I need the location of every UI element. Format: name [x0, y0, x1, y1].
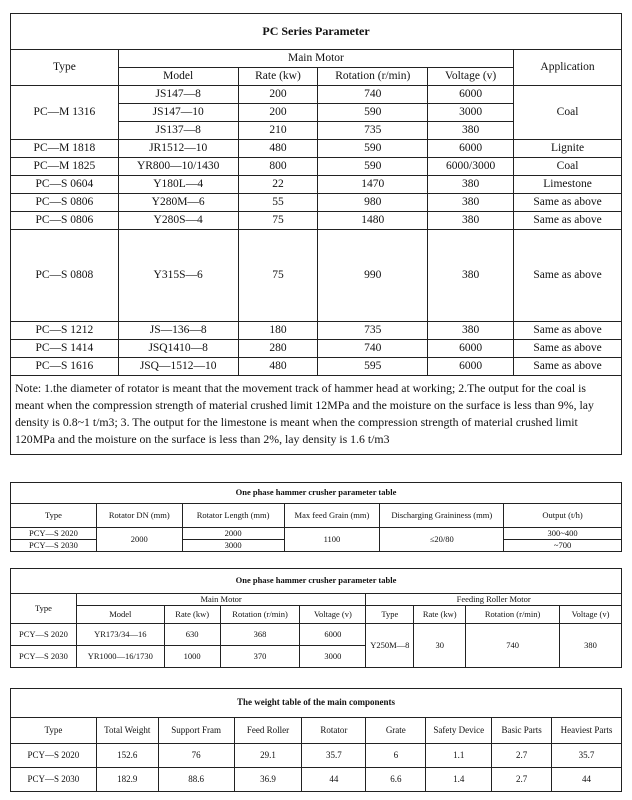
cell-rate: 480 — [238, 358, 318, 376]
table-row — [11, 624, 622, 646]
cell-model: JSQ1410—8 — [118, 340, 238, 358]
cell-rotation: 595 — [318, 358, 428, 376]
table-row — [11, 140, 622, 158]
cell-feed-voltage: 380 — [560, 624, 622, 668]
table-row — [11, 768, 622, 792]
cell-type: PCY—S 2030 — [11, 540, 97, 552]
header-feed-type: Type — [366, 606, 414, 624]
table-row — [11, 158, 622, 176]
cell-application: Same as above — [514, 230, 622, 322]
header-discharging-graininess: Discharging Graininess (mm) — [380, 504, 504, 528]
cell-application: Coal — [514, 158, 622, 176]
header-type: Type — [11, 50, 119, 86]
cell-safety-device: 1.4 — [426, 768, 492, 792]
cell-support-fram: 76 — [158, 744, 234, 768]
cell-rate: 630 — [164, 624, 220, 646]
cell-application: Same as above — [514, 358, 622, 376]
header-rotator-dn: Rotator DN (mm) — [96, 504, 182, 528]
header-voltage: Voltage (v) — [300, 606, 366, 624]
cell-type: PC—M 1818 — [11, 140, 119, 158]
cell-basic-parts: 2.7 — [492, 744, 552, 768]
cell-type: PC—S 0806 — [11, 212, 119, 230]
header-main-motor: Main Motor — [76, 594, 366, 606]
cell-rotation: 590 — [318, 140, 428, 158]
cell-rate: 1000 — [164, 646, 220, 668]
cell-feed-rate: 30 — [414, 624, 466, 668]
cell-type: PC—S 1212 — [11, 322, 119, 340]
cell-voltage: 6000 — [428, 86, 514, 104]
cell-discharging-graininess: ≤20/80 — [380, 528, 504, 552]
header-rate: Rate (kw) — [238, 68, 318, 86]
cell-output: 300~400 — [504, 528, 622, 540]
cell-grate: 6 — [366, 744, 426, 768]
cell-voltage: 6000 — [428, 340, 514, 358]
cell-rate: 800 — [238, 158, 318, 176]
cell-rotation: 590 — [318, 158, 428, 176]
cell-type: PC—S 0806 — [11, 194, 119, 212]
cell-type: PCY—S 2020 — [11, 744, 97, 768]
cell-model: JR1512—10 — [118, 140, 238, 158]
weight-table — [10, 688, 622, 792]
cell-application: Same as above — [514, 340, 622, 358]
cell-total-weight: 182.9 — [96, 768, 158, 792]
header-basic-parts: Basic Parts — [492, 718, 552, 744]
cell-type: PCY—S 2030 — [11, 768, 97, 792]
cell-type: PC—M 1825 — [11, 158, 119, 176]
header-rotator-length: Rotator Length (mm) — [182, 504, 284, 528]
header-heaviest-parts: Heaviest Parts — [552, 718, 622, 744]
cell-support-fram: 88.6 — [158, 768, 234, 792]
header-feed-rate: Rate (kw) — [414, 606, 466, 624]
cell-type: PC—S 1616 — [11, 358, 119, 376]
note-text: Note: 1.the diameter of rotator is meant that the movement track of hammer head at working; 2.The output for the coal is meant when the compression strength of material crushed limit 12MPa and the moisture on the surface is less than 9%, lay density is 0.8~1 t/m3; 3. The output for the limestone is meant when the compression strength of material crushed limit 120MPa and the moisture on the surface is less than 2%, lay density is 1.6 t/m3 — [11, 376, 622, 455]
cell-rotator-dn: 2000 — [96, 528, 182, 552]
cell-voltage: 6000 — [428, 140, 514, 158]
cell-rate: 75 — [238, 212, 318, 230]
cell-type: PCY—S 2030 — [11, 646, 77, 668]
cell-model: JS147—10 — [118, 104, 238, 122]
table-row — [11, 212, 622, 230]
header-safety-device: Safety Device — [426, 718, 492, 744]
cell-rotation: 590 — [318, 104, 428, 122]
table-row — [11, 528, 622, 540]
table-title: One phase hammer crusher parameter table — [11, 483, 622, 504]
cell-rotator-length: 2000 — [182, 528, 284, 540]
header-type: Type — [11, 718, 97, 744]
cell-model: YR173/34—16 — [76, 624, 164, 646]
cell-rate: 180 — [238, 322, 318, 340]
header-support-fram: Support Fram — [158, 718, 234, 744]
cell-safety-device: 1.1 — [426, 744, 492, 768]
cell-rate: 200 — [238, 86, 318, 104]
cell-rotation: 980 — [318, 194, 428, 212]
cell-type: PC—S 0808 — [11, 230, 119, 322]
cell-voltage: 380 — [428, 122, 514, 140]
header-rate: Rate (kw) — [164, 606, 220, 624]
cell-feed-rotation: 740 — [466, 624, 560, 668]
cell-feed-roller: 29.1 — [234, 744, 302, 768]
cell-model: Y280S—4 — [118, 212, 238, 230]
cell-application: Lignite — [514, 140, 622, 158]
cell-voltage: 380 — [428, 230, 514, 322]
header-feed-roller: Feed Roller — [234, 718, 302, 744]
cell-voltage: 6000/3000 — [428, 158, 514, 176]
cell-rotation: 735 — [318, 122, 428, 140]
cell-application: Coal — [514, 86, 622, 140]
header-model: Model — [76, 606, 164, 624]
cell-type: PC—S 0604 — [11, 176, 119, 194]
cell-voltage: 6000 — [300, 624, 366, 646]
cell-model: YR1000—16/1730 — [76, 646, 164, 668]
cell-feed-type: Y250M—8 — [366, 624, 414, 668]
cell-rotation: 740 — [318, 86, 428, 104]
pc-series-table — [10, 13, 622, 455]
cell-voltage: 3000 — [428, 104, 514, 122]
table-title: The weight table of the main components — [11, 689, 622, 718]
cell-output: ~700 — [504, 540, 622, 552]
table-row — [11, 340, 622, 358]
cell-type: PC—S 1414 — [11, 340, 119, 358]
table-row — [11, 176, 622, 194]
table-row — [11, 230, 622, 322]
cell-rotator-length: 3000 — [182, 540, 284, 552]
cell-grate: 6.6 — [366, 768, 426, 792]
header-output: Output (t/h) — [504, 504, 622, 528]
cell-type: PCY—S 2020 — [11, 528, 97, 540]
cell-heaviest-parts: 35.7 — [552, 744, 622, 768]
cell-rotation: 735 — [318, 322, 428, 340]
cell-application: Same as above — [514, 322, 622, 340]
table-row — [11, 86, 622, 104]
header-feed-voltage: Voltage (v) — [560, 606, 622, 624]
motor-parameter-table — [10, 568, 622, 668]
cell-rate: 75 — [238, 230, 318, 322]
cell-rotation: 1470 — [318, 176, 428, 194]
cell-rotator: 35.7 — [302, 744, 366, 768]
cell-type: PC—M 1316 — [11, 86, 119, 140]
header-rotation: Rotation (r/min) — [318, 68, 428, 86]
cell-max-feed-grain: 1100 — [284, 528, 380, 552]
table-title: One phase hammer crusher parameter table — [11, 569, 622, 594]
table-row — [11, 358, 622, 376]
cell-feed-roller: 36.9 — [234, 768, 302, 792]
header-model: Model — [118, 68, 238, 86]
cell-rate: 280 — [238, 340, 318, 358]
cell-rotation: 1480 — [318, 212, 428, 230]
cell-model: JS—136—8 — [118, 322, 238, 340]
cell-voltage: 6000 — [428, 358, 514, 376]
table-row — [11, 744, 622, 768]
table-row — [11, 194, 622, 212]
cell-rate: 480 — [238, 140, 318, 158]
cell-rate: 22 — [238, 176, 318, 194]
cell-rate: 55 — [238, 194, 318, 212]
header-max-feed-grain: Max feed Grain (mm) — [284, 504, 380, 528]
cell-application: Limestone — [514, 176, 622, 194]
cell-voltage: 380 — [428, 194, 514, 212]
header-rotation: Rotation (r/min) — [220, 606, 300, 624]
cell-heaviest-parts: 44 — [552, 768, 622, 792]
header-rotator: Rotator — [302, 718, 366, 744]
cell-rotation: 370 — [220, 646, 300, 668]
header-main-motor: Main Motor — [118, 50, 513, 68]
cell-model: JS137—8 — [118, 122, 238, 140]
cell-rotation: 740 — [318, 340, 428, 358]
header-type: Type — [11, 594, 77, 624]
cell-rotation: 368 — [220, 624, 300, 646]
cell-model: YR800—10/1430 — [118, 158, 238, 176]
cell-model: Y180L—4 — [118, 176, 238, 194]
cell-voltage: 380 — [428, 322, 514, 340]
cell-voltage: 380 — [428, 176, 514, 194]
cell-type: PCY—S 2020 — [11, 624, 77, 646]
cell-application: Same as above — [514, 194, 622, 212]
one-phase-table — [10, 482, 622, 552]
cell-model: Y280M—6 — [118, 194, 238, 212]
cell-model: JS147—8 — [118, 86, 238, 104]
cell-model: Y315S—6 — [118, 230, 238, 322]
header-feeding-roller-motor: Feeding Roller Motor — [366, 594, 622, 606]
cell-basic-parts: 2.7 — [492, 768, 552, 792]
header-type: Type — [11, 504, 97, 528]
cell-application: Same as above — [514, 212, 622, 230]
header-grate: Grate — [366, 718, 426, 744]
cell-model: JSQ—1512—10 — [118, 358, 238, 376]
cell-rate: 210 — [238, 122, 318, 140]
header-application: Application — [514, 50, 622, 86]
cell-rate: 200 — [238, 104, 318, 122]
cell-total-weight: 152.6 — [96, 744, 158, 768]
table-title: PC Series Parameter — [11, 14, 622, 50]
cell-voltage: 380 — [428, 212, 514, 230]
header-feed-rotation: Rotation (r/min) — [466, 606, 560, 624]
header-voltage: Voltage (v) — [428, 68, 514, 86]
table-row — [11, 322, 622, 340]
cell-voltage: 3000 — [300, 646, 366, 668]
cell-rotator: 44 — [302, 768, 366, 792]
header-total-weight: Total Weight — [96, 718, 158, 744]
cell-rotation: 990 — [318, 230, 428, 322]
